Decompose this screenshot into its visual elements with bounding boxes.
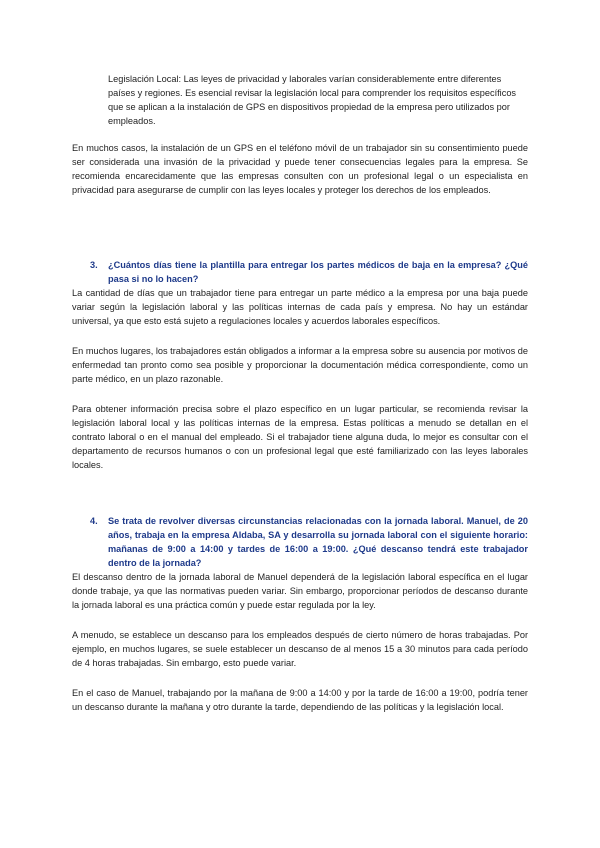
- question-4-heading: [72, 514, 528, 570]
- question-3-number: 3.: [90, 260, 98, 270]
- q4-answer-paragraph-1: El descanso dentro de la jornada laboral de Manuel dependerá de la legislación laboral específica en el lugar donde trabaje, ya que las normativas pueden variar. Sin embargo, proporcionar períodos de descanso durante la jornada laboral es una práctica común y puede estar regulada por la ley.: [72, 572, 528, 610]
- q3-answer-paragraph-2: En muchos lugares, los trabajadores están obligados a informar a la empresa sobre su ausencia por motivos de enfermedad tan pronto como sea posible y proporcionar la documentación médica correspondiente, como un parte médico, en un plazo razonable.: [72, 346, 528, 384]
- legislacion-local-paragraph: Legislación Local: Las leyes de privacidad y laborales varían considerablemente entre diferentes países y regiones. Es esencial revisar la legislación local para comprender los requisitos específicos que se aplican a la instalación de GPS en dispositivos propiedad de la empresa pero utilizados por empleados.: [108, 74, 517, 126]
- q3-answer-paragraph-3: Para obtener información precisa sobre el plazo específico en un lugar particular, se recomienda revisar la legislación laboral local y las políticas internas de la empresa. Estas políticas a menudo se detallan en el contrato laboral o en el manual del empleado. Si el trabajador tiene alguna duda, lo mejor es consultar con el departamento de recursos humanos o con un profesional legal que esté familiarizado con las leyes laborales locales.: [72, 404, 528, 470]
- q3-answer-paragraph-1: La cantidad de días que un trabajador tiene para entregar un parte médico a la empresa por una baja puede variar según la legislación laboral y las políticas internas de cada país y empresa. No hay un estándar universal, ya que esto está sujeto a regulaciones locales y acuerdos laborales específicos.: [72, 288, 528, 326]
- question-4-text: Se trata de revolver diversas circunstancias relacionadas con la jornada laboral. Manuel, de 20 años, trabaja en la empresa Aldaba, SA y desarrolla su jornada laboral con el siguiente horario: mañanas de 9:00 a 14:00 y tardes de 16:00 a 19:00. ¿Qué descanso tendrá este trabajador dentro de la jornada?: [108, 516, 528, 568]
- question-3-heading: [72, 258, 528, 286]
- gps-consent-paragraph: En muchos casos, la instalación de un GPS en el teléfono móvil de un trabajador sin su consentimiento puede ser considerada una invasión de la privacidad y puede tener consecuencias legales para la empresa. Se recomienda encarecidamente que las empresas consulten con un profesional legal o un especialista en privacidad para asegurarse de cumplir con las leyes locales y proteger los derechos de los empleados.: [72, 143, 528, 195]
- question-4-number: 4.: [90, 516, 98, 526]
- q4-answer-paragraph-3: En el caso de Manuel, trabajando por la mañana de 9:00 a 14:00 y por la tarde de 16:00 a 19:00, podría tener un descanso durante la mañana y otro durante la tarde, dependiendo de las políticas y la legislación local.: [72, 688, 528, 712]
- q4-answer-paragraph-2: A menudo, se establece un descanso para los empleados después de cierto número de horas trabajadas. Por ejemplo, en muchos lugares, se suele establecer un descanso de al menos 15 a 30 minutos para cada período de 4 horas trabajadas. Sin embargo, esto puede variar.: [72, 630, 528, 668]
- question-3-text: ¿Cuántos días tiene la plantilla para entregar los partes médicos de baja en la empresa? ¿Qué pasa si no lo hacen?: [108, 260, 528, 284]
